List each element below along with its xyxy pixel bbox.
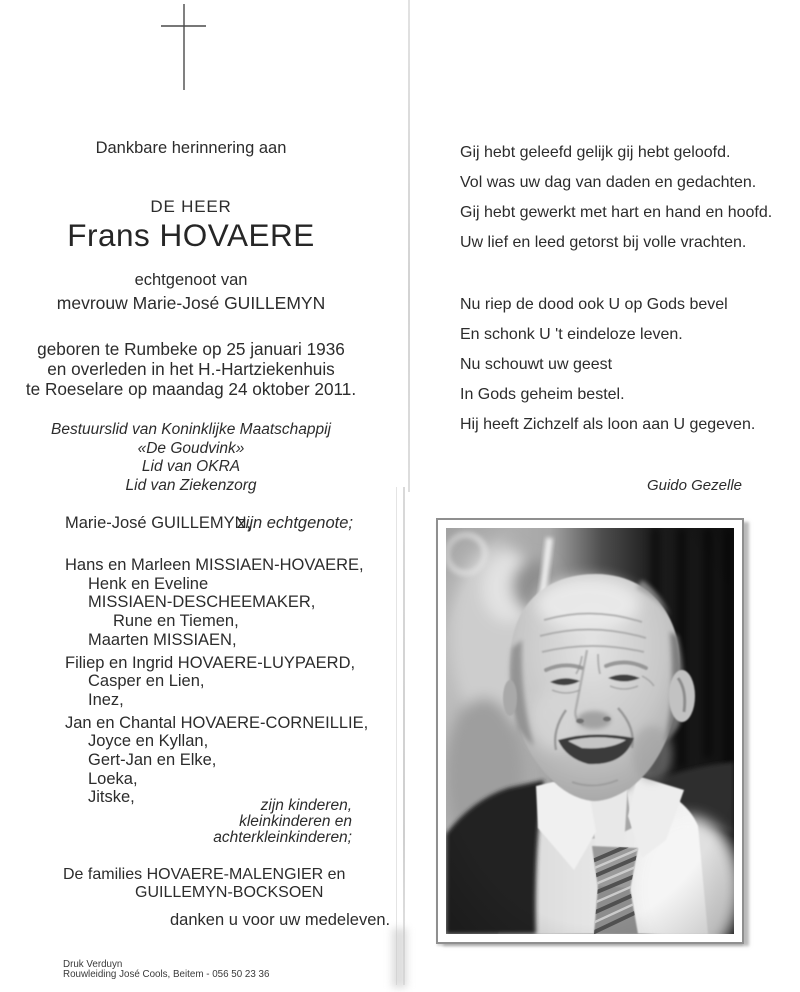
closing-line: kleinkinderen en achterkleinkinderen; (213, 812, 352, 846)
poem-stanza-2 (460, 290, 755, 440)
poem-line: In Gods geheim bestel. (460, 386, 625, 403)
family-line: Hans en Marleen MISSIAEN-HOVAERE, (65, 556, 364, 574)
death-line-1: en overleden in het H.-Hartziekenhuis (47, 359, 335, 379)
printer-line: Rouwleiding José Cools, Beitem - 056 50 23 36 (63, 969, 270, 981)
widow-line (65, 514, 353, 533)
family-line: Inez, (88, 690, 124, 709)
family-line: Casper en Lien, (88, 672, 205, 691)
membership-line: Bestuurslid van Koninklijke Maatschappij (50, 421, 331, 438)
membership-line: «De Goudvink» (137, 439, 245, 457)
family-list (65, 556, 385, 807)
poem-stanza-1 (460, 138, 772, 258)
poem-author: Guido Gezelle (646, 477, 742, 494)
widow-relation: zijn echtgenote; (237, 514, 353, 532)
thanks-line: danken u voor uw medeleven. (170, 911, 391, 929)
family-line: Maarten MISSIAEN, (88, 630, 237, 649)
families-line-2: GUILLEMYN-BOCKSOEN (135, 884, 324, 901)
deceased-name: Frans HOVAERE (67, 217, 315, 253)
families-line-1: De families HOVAERE-MALENGIER en (63, 866, 346, 883)
card-edge-line (403, 487, 405, 985)
family-line: Jan en Chantal HOVAERE-CORNEILLIE, (65, 713, 369, 732)
spouse-name-line: mevrouw Marie-José GUILLEMYN (56, 293, 326, 313)
membership-line: Lid van OKRA (141, 458, 241, 476)
poem-line: Uw lief en leed getorst bij volle vrachten. (460, 234, 747, 251)
poem-line: Nu schouwt uw geest (460, 356, 613, 373)
death-line-2: te Roeselare op maandag 24 oktober 2011. (25, 379, 357, 399)
family-line: Gert-Jan en Elke, (88, 751, 217, 770)
honorific: DE HEER (150, 197, 232, 216)
birth-line: geboren te Rumbeke op 25 januari 1936 (37, 339, 345, 359)
cross-icon (156, 2, 212, 94)
widow-name: Marie-José GUILLEMYN, (65, 514, 252, 532)
intro-line: Dankbare herinnering aan (95, 139, 287, 157)
portrait-photo (436, 518, 744, 944)
poem-line: Hij heeft Zichzelf als loon aan U gegeven. (460, 416, 756, 433)
card-edge-line (396, 487, 397, 985)
family-line: Rune en Tiemen, (113, 612, 239, 631)
birth-death-block (0, 339, 382, 399)
family-line: Henk en Eveline (88, 574, 209, 593)
spouse-of-line: echtgenoot van (134, 271, 248, 289)
membership-line: Lid van Ziekenzorg (125, 476, 257, 494)
memberships-block (0, 421, 382, 495)
printer-block (63, 960, 269, 981)
page-fold-line (408, 0, 410, 492)
family-closing (100, 798, 352, 845)
scan-smudge (392, 928, 407, 988)
poem-line: En schonk U 't eindeloze leven. (460, 326, 683, 343)
poem-line: Nu riep de dood ook U op Gods bevel (460, 296, 728, 313)
family-line: MISSIAEN-DESCHEEMAKER, (88, 593, 316, 612)
family-line: Filiep en Ingrid HOVAERE-LUYPAERD, (65, 653, 356, 672)
family-line: Jitske, (88, 788, 135, 807)
closing-line: zijn kinderen, (260, 797, 352, 814)
poem-line: Vol was uw dag van daden en gedachten. (460, 174, 757, 191)
poem-line: Gij hebt geleefd gelijk gij hebt geloofd. (460, 144, 731, 161)
family-line: Loeka, (88, 769, 138, 788)
portrait-photo-illustration (446, 528, 734, 934)
family-line: Joyce en Kyllan, (88, 732, 209, 751)
poem-line: Gij hebt gewerkt met hart en hand en hoofd. (460, 204, 773, 221)
printer-line: Druk Verduyn (63, 959, 123, 970)
